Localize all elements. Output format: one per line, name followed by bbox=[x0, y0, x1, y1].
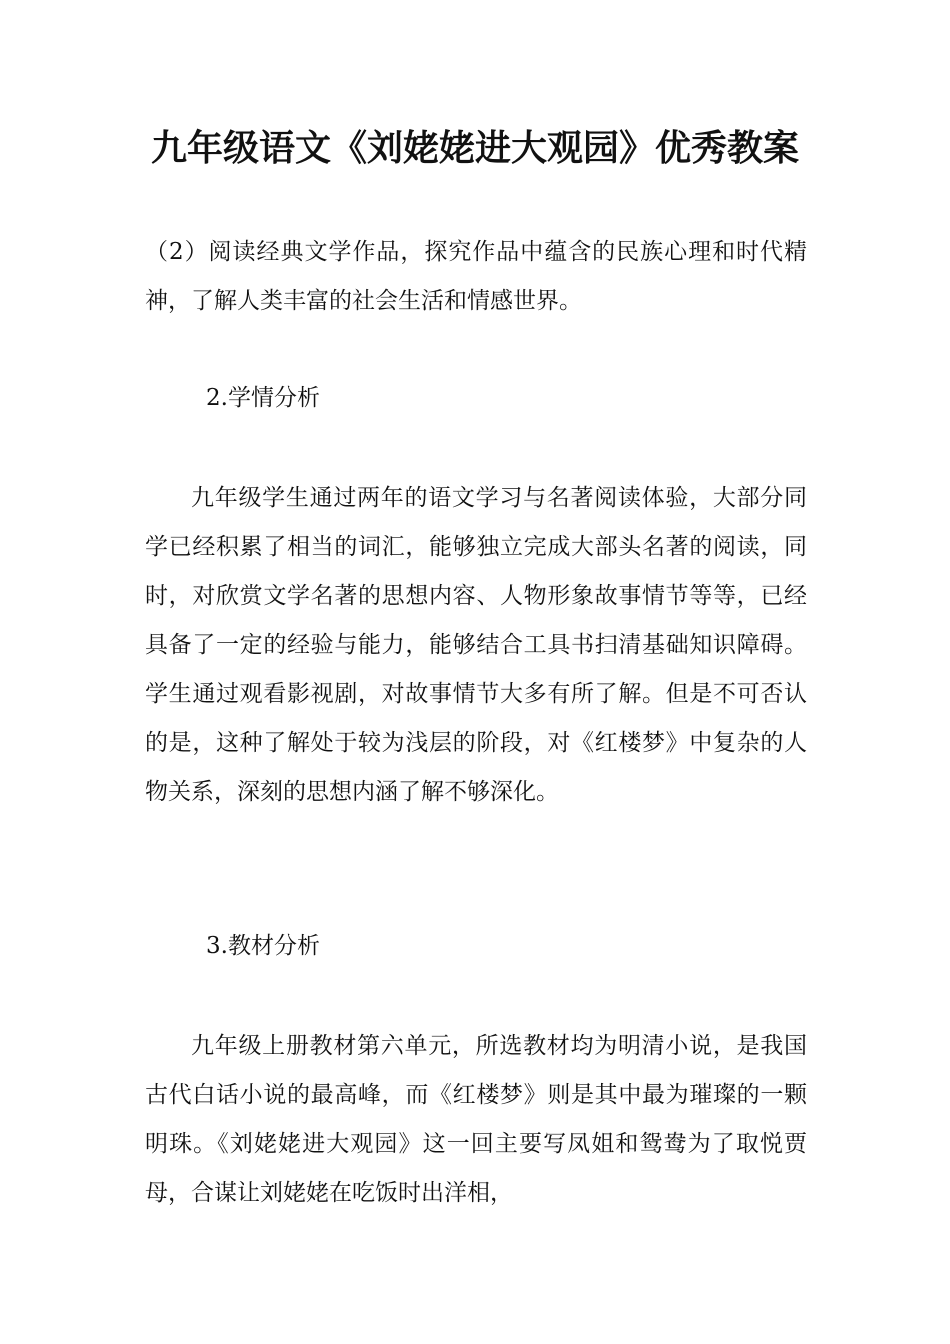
objective-paragraph: （2）阅读经典文学作品，探究作品中蕴含的民族心理和时代精神，了解人类丰富的社会生活和情感世界。 bbox=[145, 239, 807, 314]
section-heading-material-analysis: 3.教材分析 bbox=[206, 933, 320, 959]
document-title: 九年级语文《刘姥姥进大观园》优秀教案 bbox=[150, 128, 799, 169]
section-heading-learner-analysis: 2.学情分析 bbox=[206, 385, 320, 411]
material-analysis-paragraph: 九年级上册教材第六单元，所选教材均为明清小说，是我国古代白话小说的最高峰，而《红楼梦》则是其中最为璀璨的一颗明珠。《刘姥姥进大观园》这一回主要写凤姐和鸳鸯为了取悦贾母，合谋让刘姥姥在吃饭时出洋相， bbox=[145, 1033, 807, 1206]
learner-analysis-paragraph: 九年级学生通过两年的语文学习与名著阅读体验，大部分同学已经积累了相当的词汇，能够独立完成大部头名著的阅读，同时，对欣赏文学名著的思想内容、人物形象故事情节等等，已经具备了一定的经验与能力，能够结合工具书扫清基础知识障碍。学生通过观看影视剧，对故事情节大多有所了解。但是不可否认的是，这种了解处于较为浅层的阶段，对《红楼梦》中复杂的人物关系，深刻的思想内涵了解不够深化。 bbox=[145, 485, 807, 805]
